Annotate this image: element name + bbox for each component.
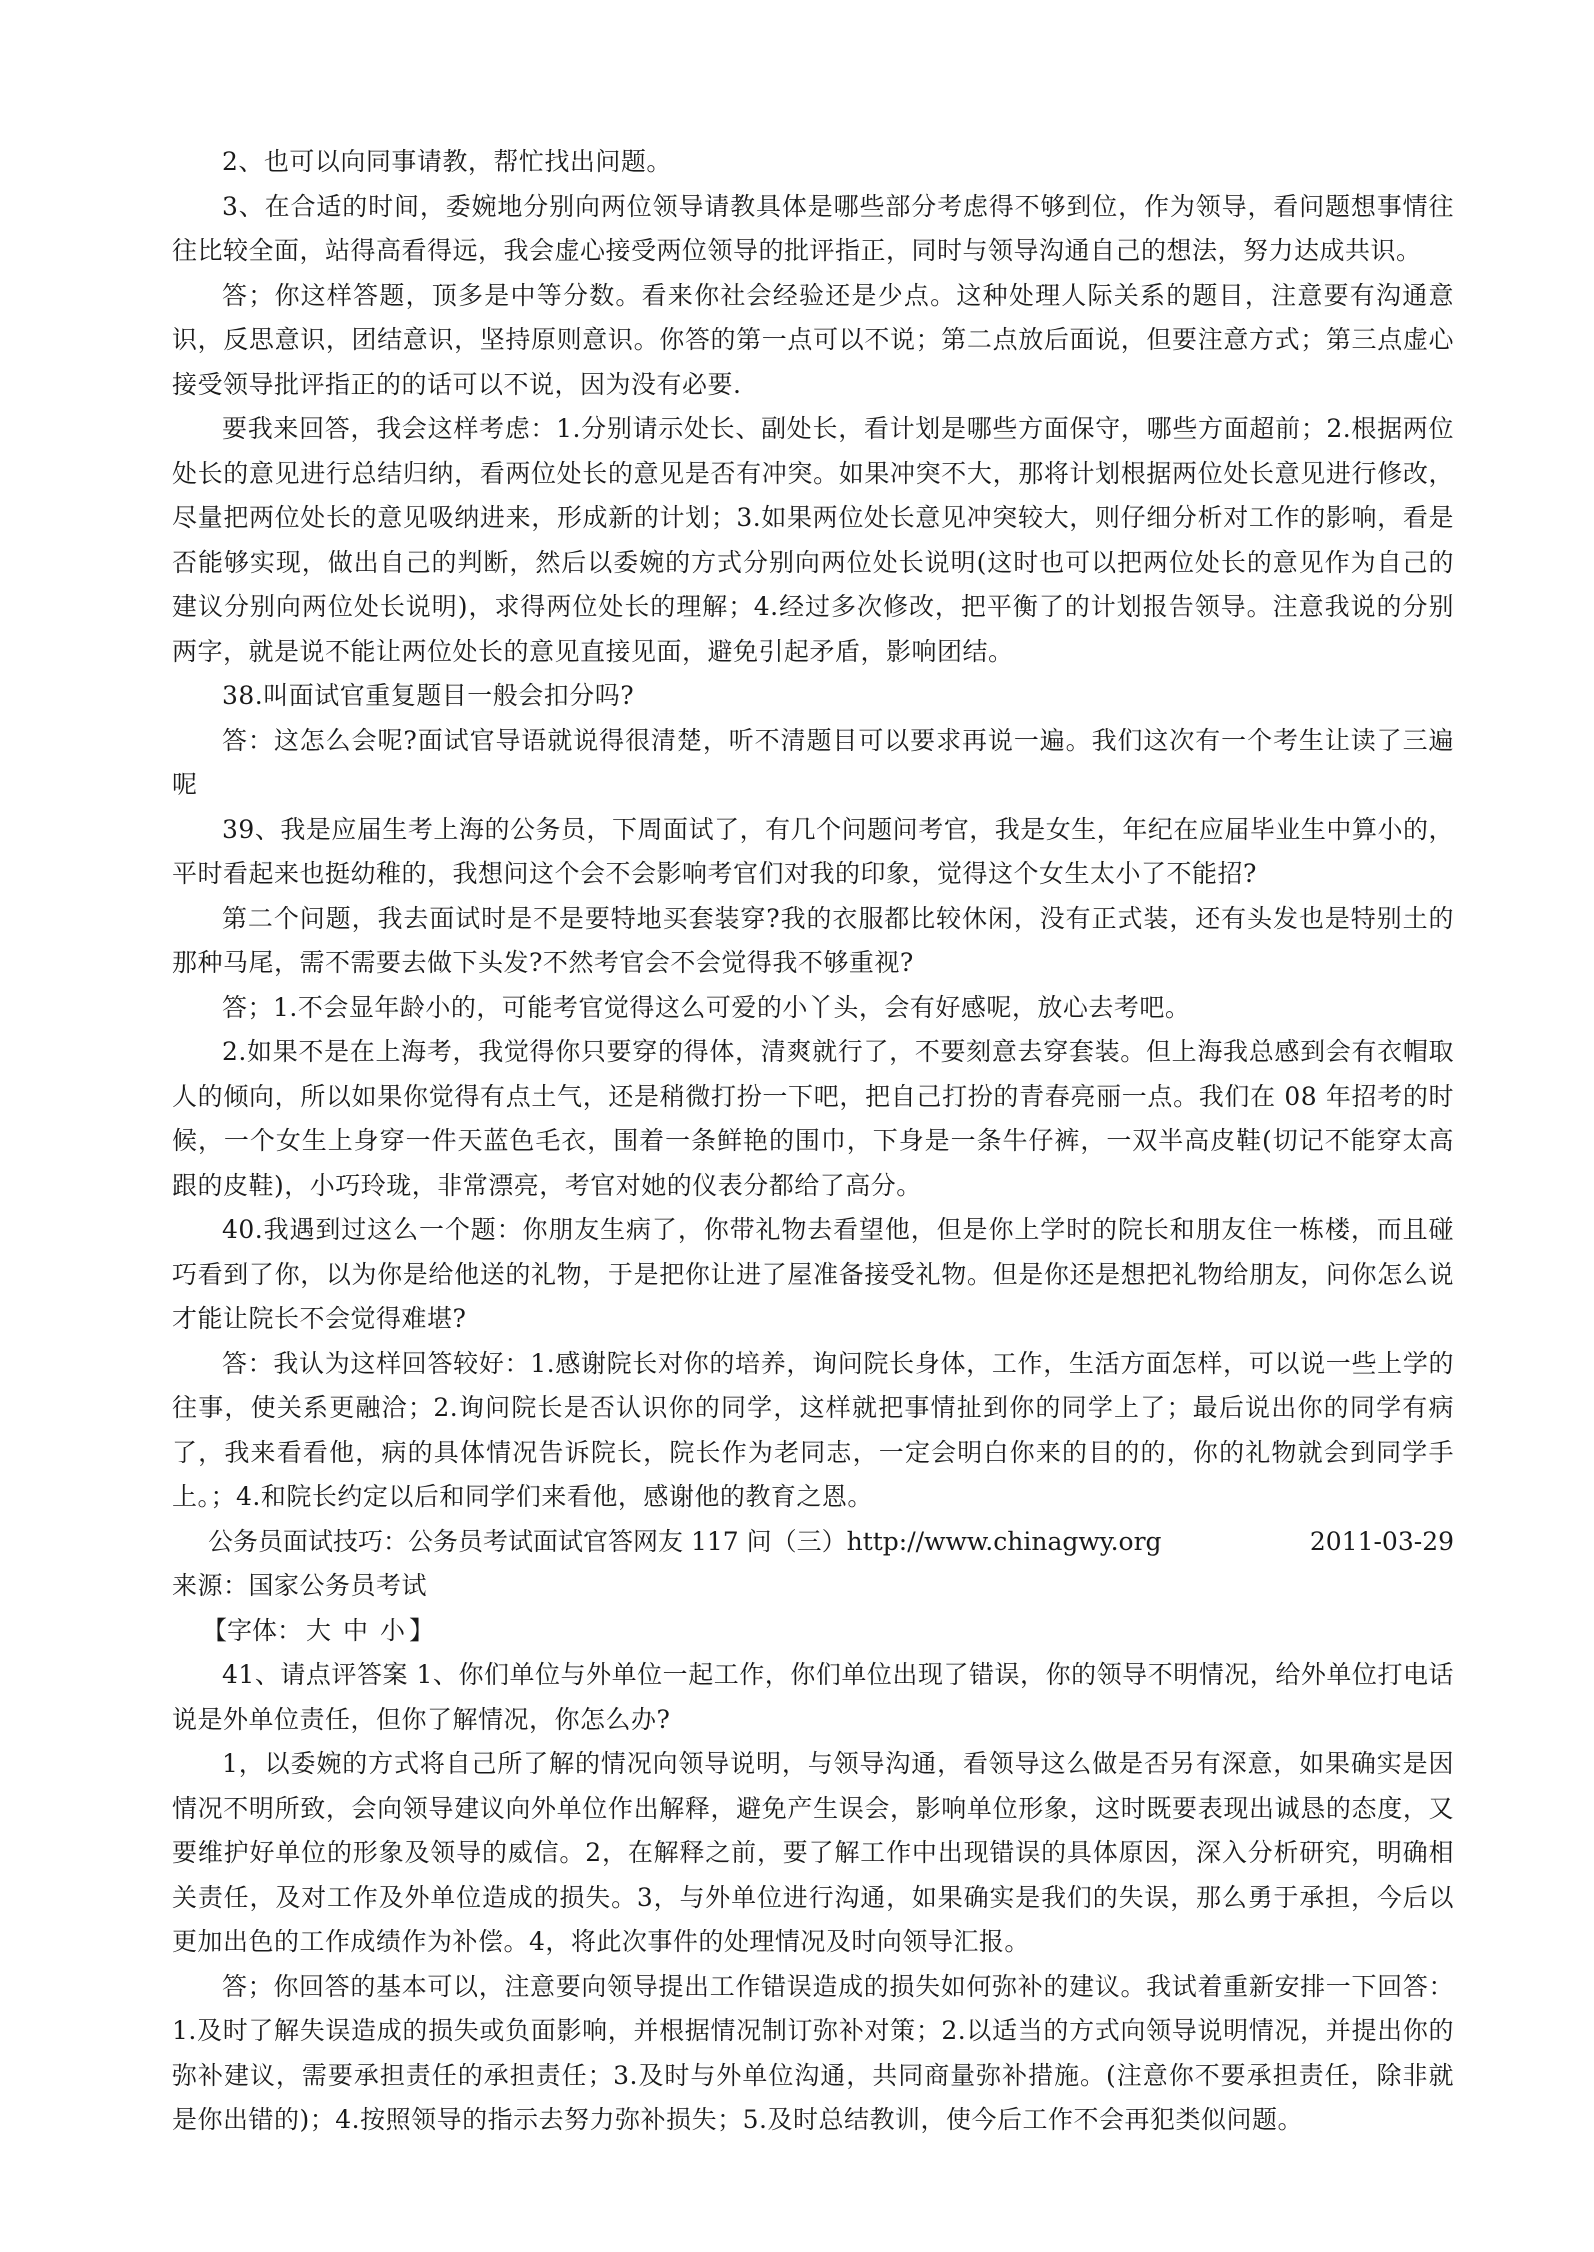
question-heading: 41、请点评答案 1、你们单位与外单位一起工作，你们单位出现了错误，你的领导不明情况，给外单位打电话说是外单位责任，但你了解情况，你怎么办? xyxy=(172,1660,1454,1734)
font-size-large-link[interactable]: 大 xyxy=(306,1615,332,1645)
article-date: 2011-03-29 xyxy=(1309,1526,1454,1556)
paragraph: 答；你回答的基本可以，注意要向领导提出工作错误造成的损失如何弥补的建议。我试着重新安排一下回答：1.及时了解失误造成的损失或负面影响，并根据情况制订弥补对策；2.以适当的方式向领导说明情况，并提出你的弥补建议，需要承担责任的承担责任；3.及时与外单位沟通，共同商量弥补措施。(注意你不要承担责任，除非就是你出错的)；4.按照领导的指示去努力弥补损失；5.及时总结教训，使今后工作不会再犯类似问题。 xyxy=(172,1971,1454,2134)
paragraph: 2、也可以向同事请教，帮忙找出问题。 xyxy=(222,147,672,176)
document-page xyxy=(172,140,1454,2143)
font-size-label: 【字体： xyxy=(202,1615,303,1645)
font-size-control xyxy=(172,1609,1454,1654)
paragraph: 1，以委婉的方式将自己所了解的情况向领导说明，与领导沟通，看领导这么做是否另有深意，如果确实是因情况不明所致，会向领导建议向外单位作出解释，避免产生误会，影响单位形象，这时既要表现出诚恳的态度，又要维护好单位的形象及领导的威信。2，在解释之前，要了解工作中出现错误的具体原因，深入分析研究，明确相关责任，及对工作及外单位造成的损失。3，与外单位进行沟通，如果确实是我们的失误，那么勇于承担，今后以更加出色的工作成绩作为补偿。4，将此次事件的处理情况及时向领导汇报。 xyxy=(172,1749,1454,1956)
question-heading: 39、我是应届生考上海的公务员，下周面试了，有几个问题问考官，我是女生，年纪在应届毕业生中算小的，平时看起来也挺幼稚的，我想问这个会不会影响考官们对我的印象，觉得这个女生太小了不能招? xyxy=(172,814,1454,888)
paragraph: 答：我认为这样回答较好：1.感谢院长对你的培养，询问院长身体，工作，生活方面怎样，可以说一些上学的往事，使关系更融洽；2.询问院长是否认识你的同学，这样就把事情扯到你的同学上了；最后说出你的同学有病了，我来看看他，病的具体情况告诉院长，院长作为老同志，一定会明白你来的目的的，你的礼物就会到同学手上。；4.和院长约定以后和同学们来看他，感谢他的教育之恩。 xyxy=(172,1348,1454,1511)
article-title: 公务员面试技巧：公务员考试面试官答网友 117 问（三）http://www.chinagwy.org xyxy=(208,1526,1162,1556)
paragraph: 第二个问题，我去面试时是不是要特地买套装穿?我的衣服都比较休闲，没有正式装，还有头发也是特别土的那种马尾，需不需要去做下头发?不然考官会不会觉得我不够重视? xyxy=(172,903,1454,977)
question-heading: 40.我遇到过这么一个题：你朋友生病了，你带礼物去看望他，但是你上学时的院长和朋友住一栋楼，而且碰巧看到了你，以为你是给他送的礼物，于是把你让进了屋准备接受礼物。但是你还是想把礼物给朋友，问你怎么说才能让院长不会觉得难堪? xyxy=(172,1215,1454,1333)
font-size-small-link[interactable]: 小 xyxy=(379,1615,405,1645)
paragraph: 答；你这样答题，顶多是中等分数。看来你社会经验还是少点。这种处理人际关系的题目，注意要有沟通意识，反思意识，团结意识，坚持原则意识。你答的第一点可以不说；第二点放后面说，但要注意方式；第三点虚心接受领导批评指正的的话可以不说，因为没有必要. xyxy=(172,280,1454,399)
paragraph: 2.如果不是在上海考，我觉得你只要穿的得体，清爽就行了，不要刻意去穿套装。但上海我总感到会有衣帽取人的倾向，所以如果你觉得有点土气，还是稍微打扮一下吧，把自己打扮的青春亮丽一点。我们在 08 年招考的时候，一个女生上身穿一件天蓝色毛衣，围着一条鲜艳的围巾，下身是一条牛仔裤，一双半高皮鞋(切记不能穿太高跟的皮鞋)，小巧玲珑，非常漂亮，考官对她的仪表分都给了高分。 xyxy=(172,1037,1454,1200)
font-size-close: 】 xyxy=(408,1615,434,1645)
article-source: 来源：国家公务员考试 xyxy=(172,1571,428,1600)
paragraph: 答；1.不会显年龄小的，可能考官觉得这么可爱的小丫头，会有好感呢，放心去考吧。 xyxy=(222,992,1191,1022)
font-size-medium-link[interactable]: 中 xyxy=(342,1615,368,1645)
question-heading: 38.叫面试官重复题目一般会扣分吗? xyxy=(222,681,635,710)
paragraph: 要我来回答，我会这样考虑：1.分别请示处长、副处长，看计划是哪些方面保守，哪些方面超前；2.根据两位处长的意见进行总结归纳，看两位处长的意见是否有冲突。如果冲突不大，那将计划根据两位处长意见进行修改，尽量把两位处长的意见吸纳进来，形成新的计划；3.如果两位处长意见冲突较大，则仔细分析对工作的影响，看是否能够实现，做出自己的判断，然后以委婉的方式分别向两位处长说明(这时也可以把两位处长的意见作为自己的建议分别向两位处长说明)，求得两位处长的理解；4.经过多次修改，把平衡了的计划报告领导。注意我说的分别两字，就是说不能让两位处长的意见直接见面，避免引起矛盾，影响团结。 xyxy=(172,414,1454,666)
paragraph: 答：这怎么会呢?面试官导语就说得很清楚，听不清题目可以要求再说一遍。我们这次有一个考生让读了三遍呢 xyxy=(172,725,1454,799)
article-source-line xyxy=(172,1520,1454,1565)
paragraph: 3、在合适的时间，委婉地分别向两位领导请教具体是哪些部分考虑得不够到位，作为领导，看问题想事情往往比较全面，站得高看得远，我会虚心接受两位领导的批评指正，同时与领导沟通自己的想法，努力达成共识。 xyxy=(172,191,1454,265)
